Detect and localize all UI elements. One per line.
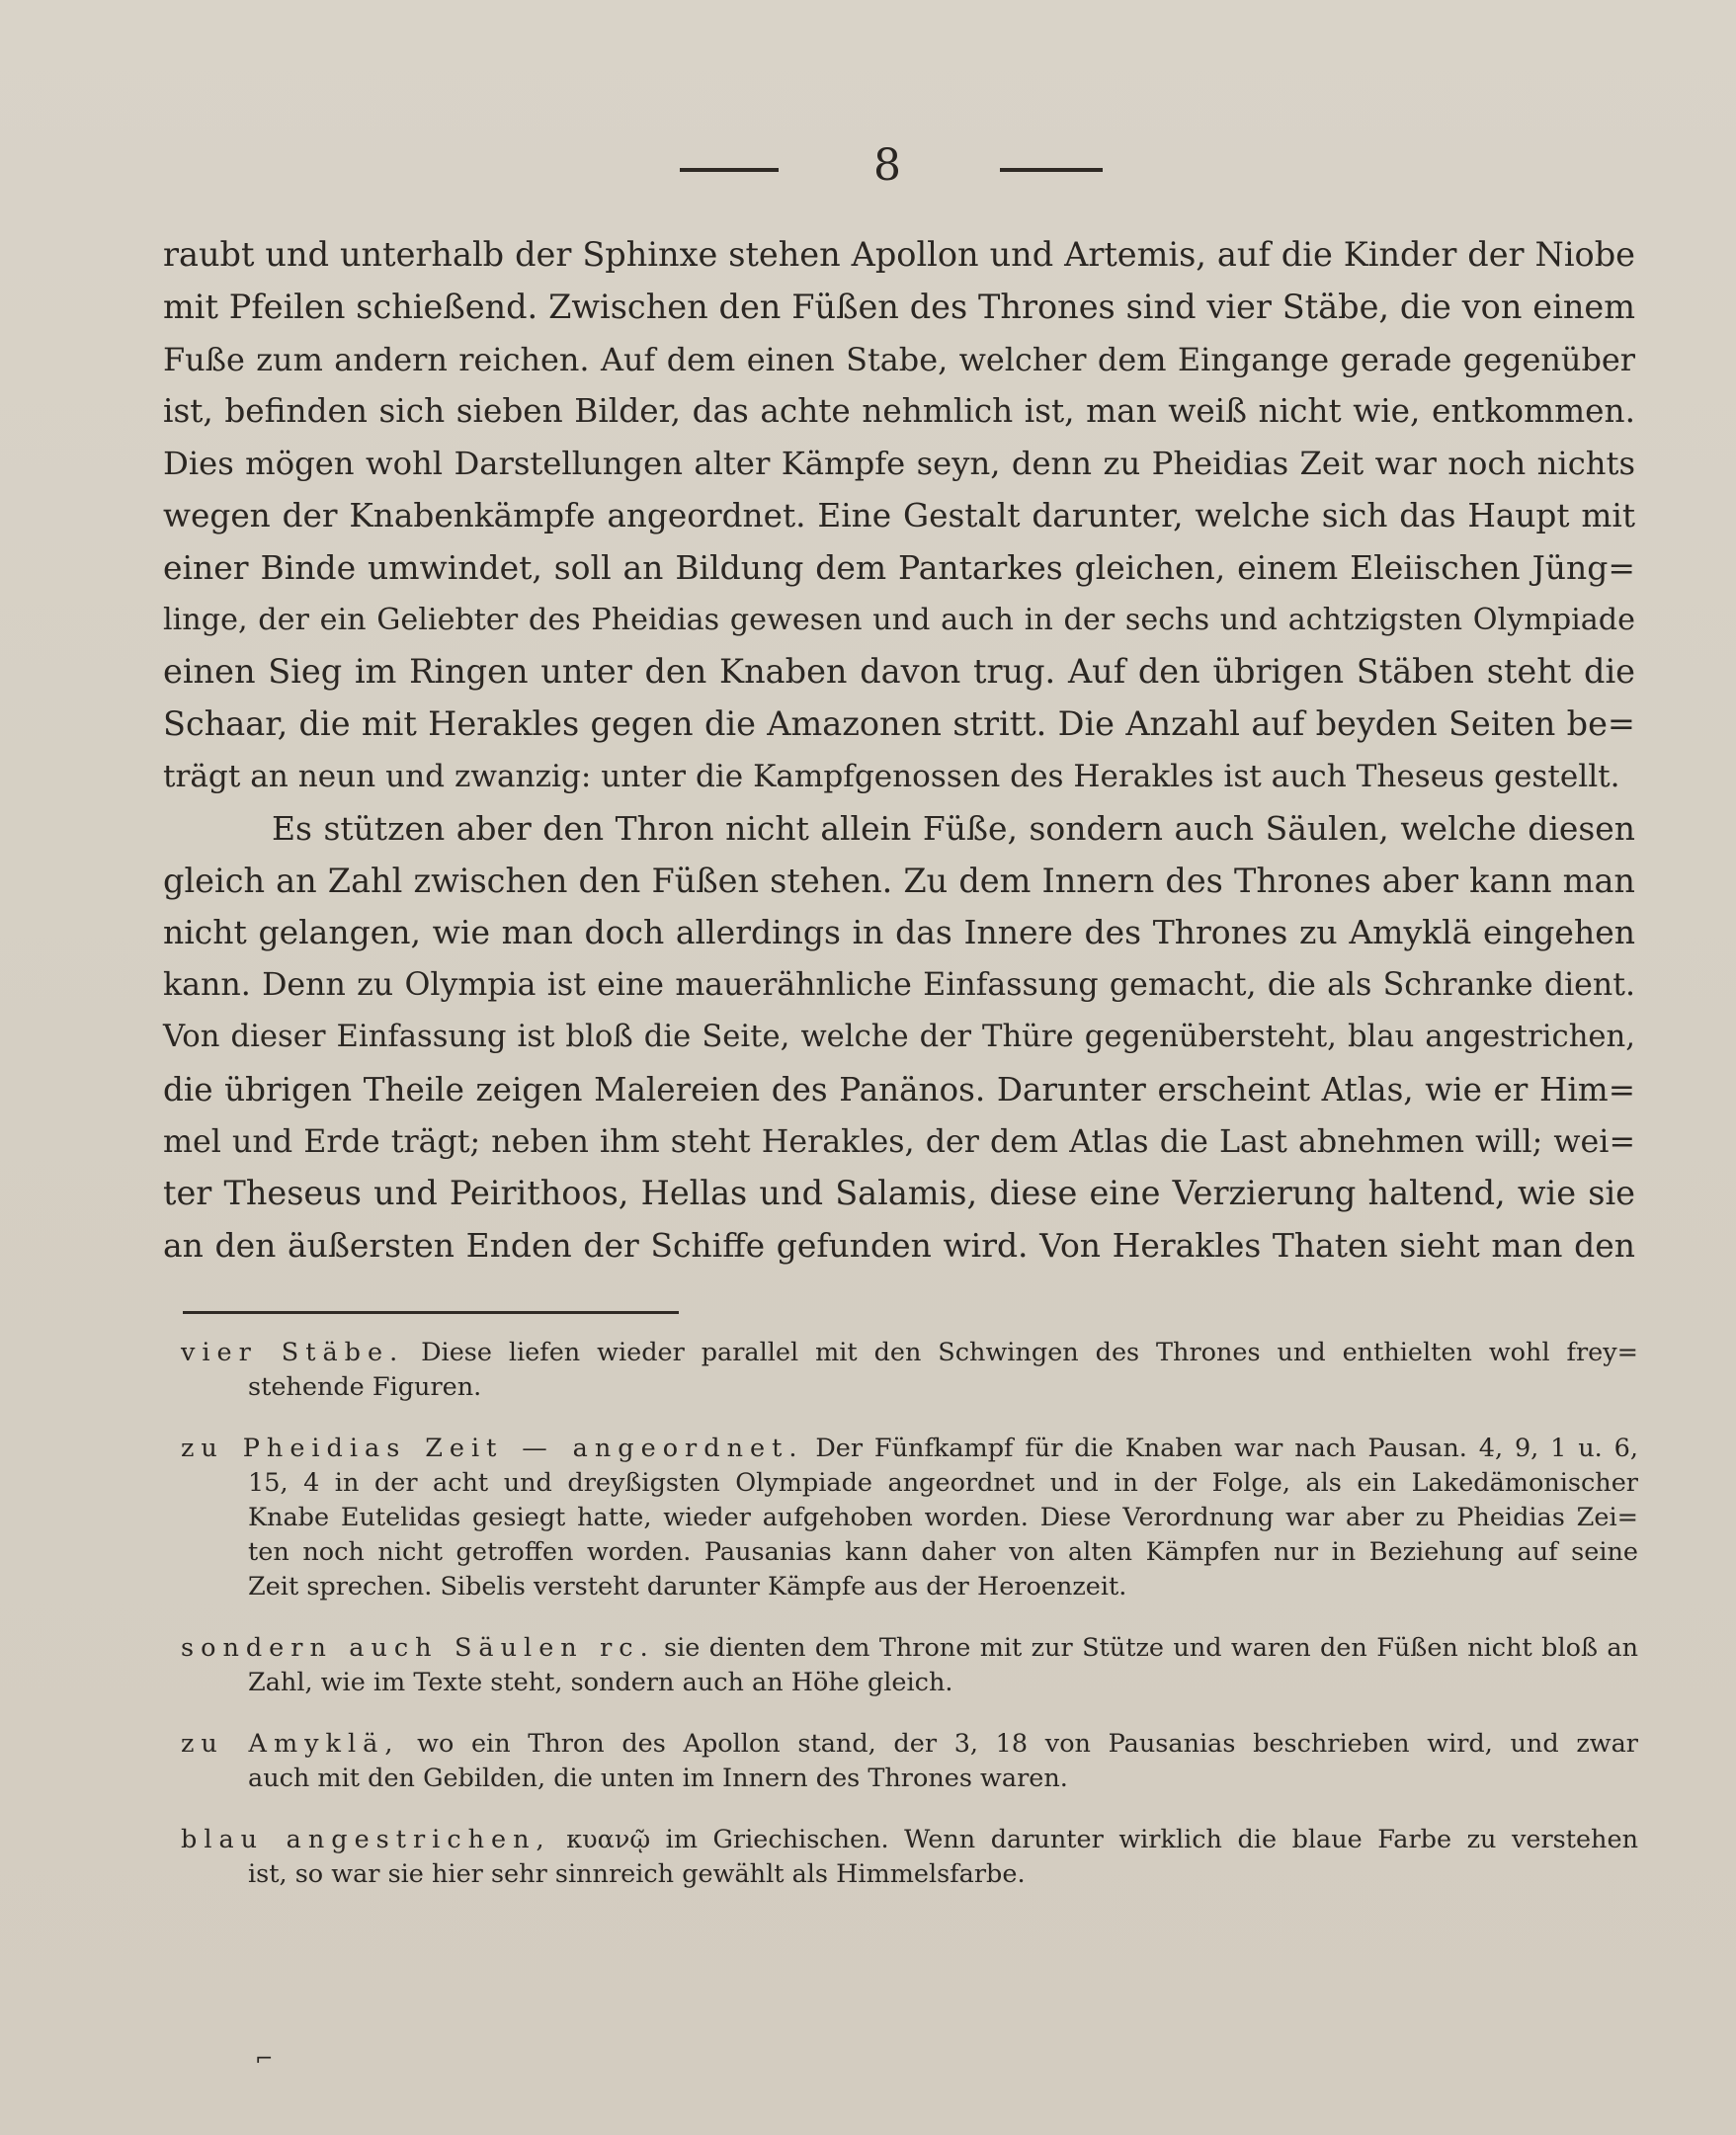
footnote-text: κυανῷ im Griechischen. Wenn darunter wirklich die blaue Farbe zu verstehen	[566, 1825, 1638, 1854]
text-line: ter Theseus und Peirithoos, Hellas und Salamis, diese eine Verzierung haltend, wie sie	[163, 1174, 1635, 1213]
footnote-text: Diese liefen wieder parallel mit den Schwingen des Thrones und enthielten wohl frey=	[421, 1338, 1638, 1367]
printer-mark: ⌐	[255, 2047, 274, 2072]
main-text	[163, 229, 1635, 1273]
footnote	[181, 1631, 1638, 1700]
text-line: nicht gelangen, wie man doch allerdings in das Innere des Thrones zu Amyklä eingehen	[163, 913, 1635, 952]
footnote	[181, 1823, 1638, 1892]
text-line: Von dieser Einfassung ist bloß die Seite, welche der Thüre gegenübersteht, blau angestrichen,	[163, 1019, 1635, 1054]
footnote-lemma: zu Amyklä,	[181, 1729, 400, 1759]
text-line: mel und Erde trägt; neben ihm steht Herakles, der dem Atlas die Last abnehmen will; wei=	[163, 1123, 1635, 1160]
footnote-text: Zeit sprechen. Sibelis versteht darunter Kämpfe aus der Heroenzeit.	[248, 1572, 1127, 1601]
footnote-text: Der Fünfkampf für die Knaben war nach Pausan. 4, 9, 1 u. 6,	[815, 1434, 1638, 1463]
footnote-lemma: zu Pheidias Zeit — angeordnet.	[181, 1434, 804, 1463]
text-line: Fuße zum andern reichen. Auf dem einen Stabe, welcher dem Eingange gerade gegenüber	[163, 340, 1635, 378]
footnotes	[181, 1336, 1638, 1919]
text-line: Dies mögen wohl Darstellungen alter Kämpfe seyn, denn zu Pheidias Zeit war noch nichts	[163, 445, 1635, 483]
text-line: ist, befinden sich sieben Bilder, das achte nehmlich ist, man weiß nicht wie, entkommen.	[163, 392, 1635, 431]
footnote-divider	[183, 1311, 679, 1314]
text-line: wegen der Knabenkämpfe angeordnet. Eine Gestalt darunter, welche sich das Haupt mit	[163, 496, 1635, 534]
footnote-text: 15, 4 in der acht und dreyßigsten Olympiade angeordnet und in der Folge, als ein Lakedämonischer	[248, 1468, 1638, 1498]
footnote-text: ist, so war sie hier sehr sinnreich gewählt als Himmelsfarbe.	[248, 1859, 1026, 1889]
footnote-lemma: sondern auch Säulen rc.	[181, 1633, 655, 1663]
text-line: einer Binde umwindet, soll an Bildung dem Pantarkes gleichen, einem Eleiischen Jüng=	[163, 547, 1635, 587]
page-number: 8	[873, 140, 901, 191]
footnote-text: auch mit den Gebilden, die unten im Innern des Thrones waren.	[248, 1764, 1068, 1793]
footnote-text: wo ein Thron des Apollon stand, der 3, 18 von Pausanias beschrieben wird, und zwar	[417, 1729, 1638, 1759]
text-line: kann. Denn zu Olympia ist eine mauerähnliche Einfassung gemacht, die als Schranke dient.	[163, 967, 1635, 1004]
page-header	[0, 136, 1736, 196]
text-line: Schaar, die mit Herakles gegen die Amazonen stritt. Die Anzahl auf beyden Seiten be=	[163, 704, 1635, 744]
text-line: trägt an neun und zwanzig: unter die Kampfgenossen des Herakles ist auch Theseus gestellt.	[163, 758, 1620, 794]
text-line: gleich an Zahl zwischen den Füßen stehen. Zu dem Innern des Thrones aber kann man	[163, 861, 1635, 900]
text-line: einen Sieg im Ringen unter den Knaben davon trug. Auf den übrigen Stäben steht die	[163, 652, 1635, 692]
footnote-text: sie dienten dem Throne mit zur Stütze und waren den Füßen nicht bloß an	[664, 1633, 1638, 1663]
text-line: linge, der ein Geliebter des Pheidias gewesen und auch in der sechs und achtzigsten Olympiade	[163, 602, 1635, 637]
text-line: an den äußersten Enden der Schiffe gefunden wird. Von Herakles Thaten sieht man den	[163, 1226, 1635, 1266]
text-line: Es stützen aber den Thron nicht allein Füße, sondern auch Säulen, welche diesen	[272, 808, 1635, 848]
footnote	[181, 1432, 1638, 1604]
footnote	[181, 1336, 1638, 1405]
footnote-text: Zahl, wie im Texte steht, sondern auch an Höhe gleich.	[248, 1668, 953, 1697]
footnote-text: Knabe Eutelidas gesiegt hatte, wieder aufgehoben worden. Diese Verordnung war aber zu Pheidias Zei=	[248, 1503, 1638, 1532]
header-rule-left	[680, 168, 779, 172]
text-line: raubt und unterhalb der Sphinxe stehen Apollon und Artemis, auf die Kinder der Niobe	[163, 235, 1635, 274]
footnote-text: stehende Figuren.	[248, 1372, 482, 1402]
text-line: die übrigen Theile zeigen Malereien des Panänos. Darunter erscheint Atlas, wie er Him=	[163, 1070, 1635, 1109]
footnote-lemma: vier Stäbe.	[181, 1338, 405, 1367]
footnote	[181, 1727, 1638, 1796]
text-line: mit Pfeilen schießend. Zwischen den Füßen des Thrones sind vier Stäbe, die von einem	[163, 287, 1635, 326]
footnote-text: ten noch nicht getroffen worden. Pausanias kann daher von alten Kämpfen nur in Beziehung auf seine	[248, 1537, 1638, 1567]
footnote-lemma: blau angestrichen,	[181, 1825, 551, 1854]
header-rule-right	[1000, 168, 1103, 172]
